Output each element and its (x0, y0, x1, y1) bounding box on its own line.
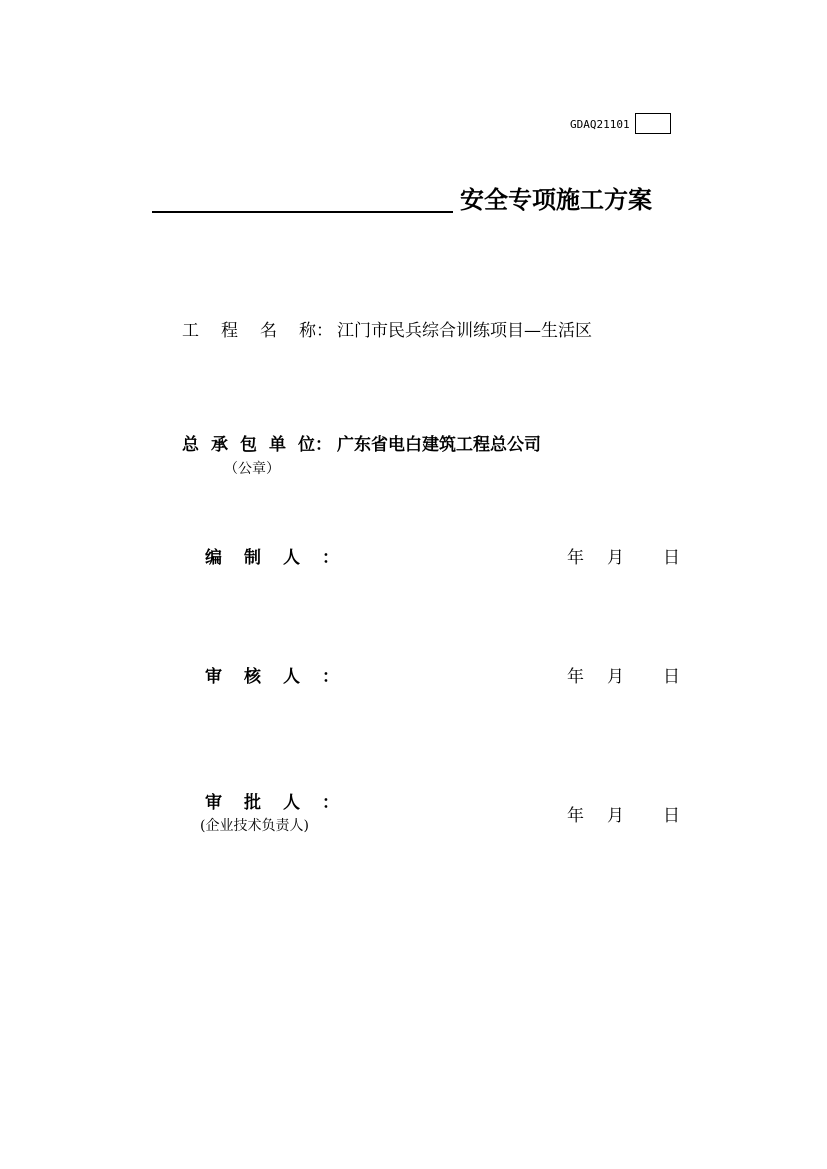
title-blank-line (152, 211, 453, 213)
contractor-label-char: 位： (298, 435, 332, 455)
date-year: 年 (567, 548, 584, 568)
approver-label-char: 批 (244, 793, 261, 813)
project-name-label (182, 320, 333, 342)
contractor-label-char: 包 (240, 435, 257, 455)
date-day: 日 (663, 667, 680, 687)
project-name-value: 江门市民兵综合训练项目—生活区 (337, 321, 592, 341)
date-day: 日 (663, 806, 680, 826)
compiler-label-char: ： (322, 548, 339, 568)
compiler-label-char: 人 (283, 548, 300, 568)
project-label-char: 程 (221, 321, 238, 341)
reviewer-label-char: ： (322, 667, 339, 687)
document-code-box (635, 113, 671, 134)
project-label-char: 工 (182, 321, 199, 341)
approver-label-char: 人 (283, 793, 300, 813)
date-month: 月 (607, 806, 624, 826)
reviewer-label-char: 审 (205, 667, 222, 687)
contractor-label (182, 434, 332, 456)
date-month: 月 (607, 667, 624, 687)
approver-label-char: 审 (205, 793, 222, 813)
seal-note: （公章） (224, 461, 280, 477)
contractor-label-char: 承 (211, 435, 228, 455)
approver-label-char: ： (322, 793, 339, 813)
approver-label (205, 792, 339, 814)
reviewer-label-char: 核 (244, 667, 261, 687)
date-year: 年 (567, 667, 584, 687)
contractor-label-char: 总 (182, 435, 199, 455)
date-month: 月 (607, 548, 624, 568)
approver-note: (企业技术负责人) (200, 818, 309, 834)
project-label-char: 名 (260, 321, 277, 341)
contractor-label-char: 单 (269, 435, 286, 455)
document-title: 安全专项施工方案 (460, 186, 652, 214)
project-label-char: 称： (299, 321, 333, 341)
date-year: 年 (567, 806, 584, 826)
document-code: GDAQ21101 (570, 118, 630, 131)
compiler-label (205, 547, 339, 569)
compiler-label-char: 制 (244, 548, 261, 568)
compiler-label-char: 编 (205, 548, 222, 568)
reviewer-label (205, 666, 339, 688)
date-day: 日 (663, 548, 680, 568)
contractor-value: 广东省电白建筑工程总公司 (337, 435, 541, 455)
reviewer-label-char: 人 (283, 667, 300, 687)
